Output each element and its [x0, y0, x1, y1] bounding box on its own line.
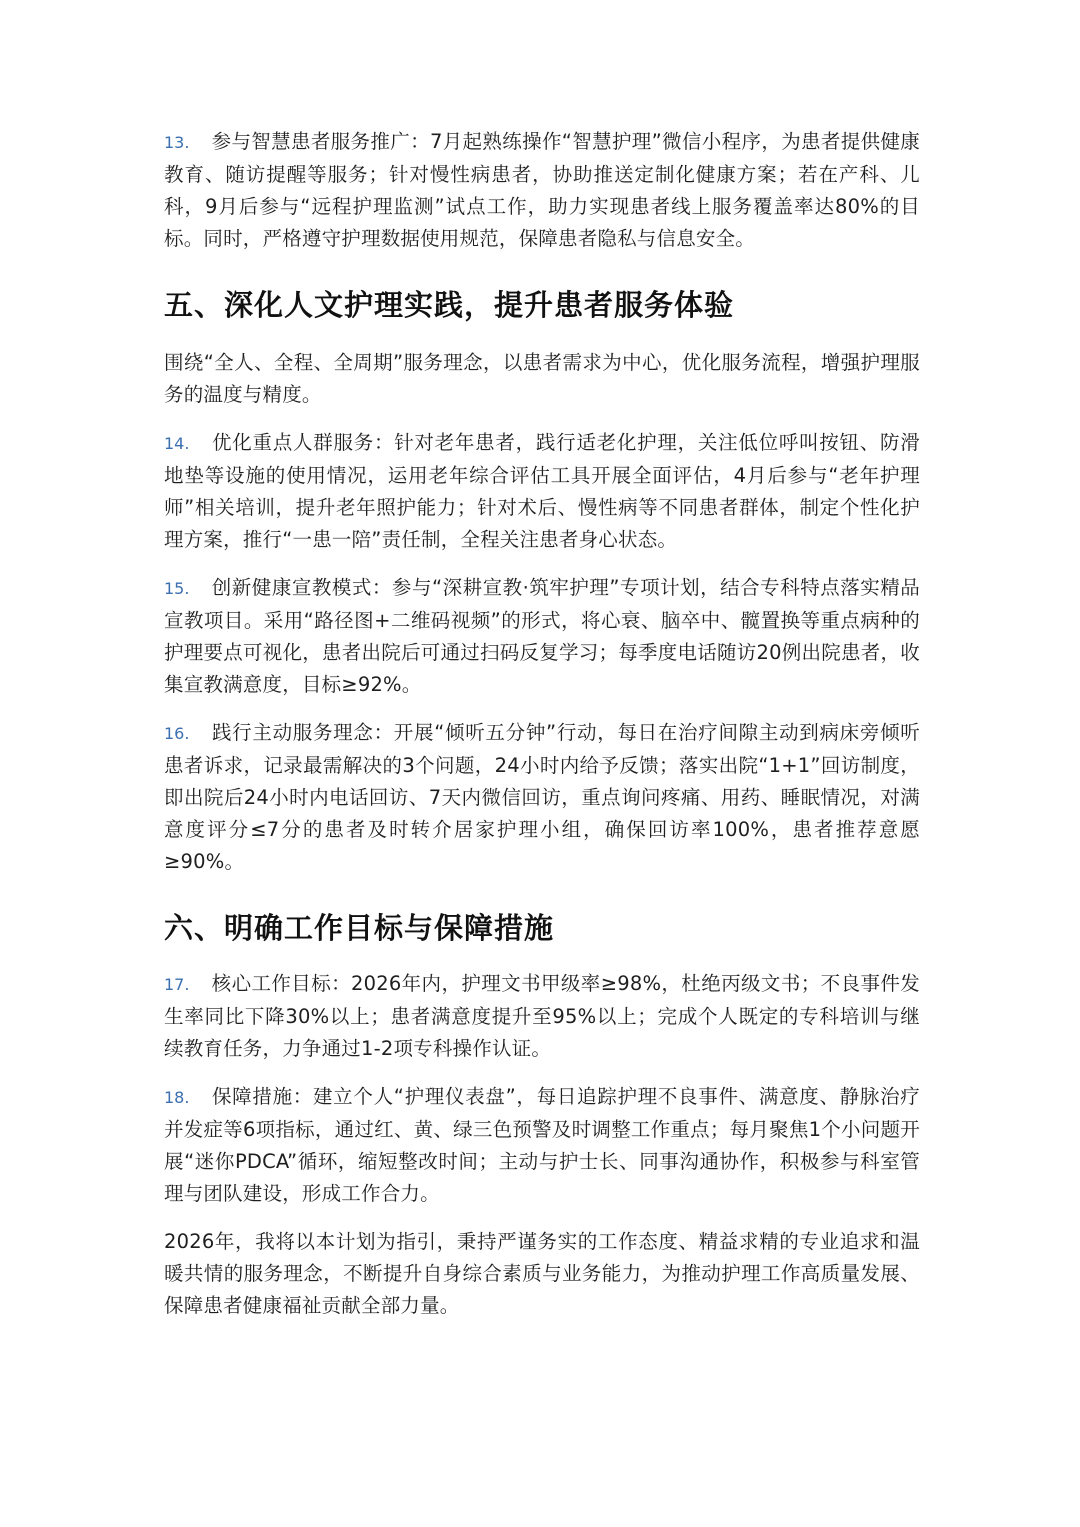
list-item-18 — [164, 1081, 920, 1210]
document-page — [164, 126, 920, 1338]
item-text: 优化重点人群服务：针对老年患者，践行适老化护理，关注低位呼叫按钮、防滑地垫等设施的使用情况，运用老年综合评估工具开展全面评估，4月后参与“老年护理师”相关培训，提升老年照护能力；针对术后、慢性病等不同患者群体，制定个性化护理方案，推行“一患一陪”责任制，全程关注患者身心状态。 — [164, 431, 920, 551]
item-text: 创新健康宣教模式：参与“深耕宣教·筑牢护理”专项计划，结合专科特点落实精品宣教项目。采用“路径图+二维码视频”的形式，将心衰、脑卒中、髋置换等重点病种的护理要点可视化，患者出院后可通过扫码反复学习；每季度电话随访20例出院患者，收集宣教满意度，目标≥92%。 — [164, 576, 920, 696]
item-number: 15. — [164, 579, 190, 598]
list-item-13 — [164, 126, 920, 255]
section-heading-5: 五、深化人文护理实践，提升患者服务体验 — [164, 288, 735, 322]
item-text: 践行主动服务理念：开展“倾听五分钟”行动，每日在治疗间隙主动到病床旁倾听患者诉求，记录最需解决的3个问题，24小时内给予反馈；落实出院“1+1”回访制度，即出院后24小时内电话回访、7天内微信回访，重点询问疼痛、用药、睡眠情况，对满意度评分≤7分的患者及时转介居家护理小组，确保回访率100%，患者推荐意愿≥90%。 — [164, 721, 920, 873]
item-number: 17. — [164, 975, 190, 994]
item-number: 16. — [164, 724, 190, 743]
item-number: 13. — [164, 133, 190, 152]
item-text: 参与智慧患者服务推广：7月起熟练操作“智慧护理”微信小程序，为患者提供健康教育、随访提醒等服务；针对慢性病患者，协助推送定制化健康方案；若在产科、儿科，9月后参与“远程护理监测”试点工作，助力实现患者线上服务覆盖率达80%的目标。同时，严格遵守护理数据使用规范，保障患者隐私与信息安全。 — [164, 130, 920, 250]
closing-paragraph: 2026年，我将以本计划为指引，秉持严谨务实的工作态度、精益求精的专业追求和温暖共情的服务理念，不断提升自身综合素质与业务能力，为推动护理工作高质量发展、保障患者健康福祉贡献全部力量。 — [164, 1230, 920, 1317]
item-number: 18. — [164, 1088, 190, 1107]
section-intro: 围绕“全人、全程、全周期”服务理念，以患者需求为中心，优化服务流程，增强护理服务的温度与精度。 — [164, 351, 920, 406]
list-item-17 — [164, 968, 920, 1065]
section-heading-6: 六、明确工作目标与保障措施 — [164, 911, 555, 945]
list-item-15 — [164, 572, 920, 701]
item-text: 核心工作目标：2026年内，护理文书甲级率≥98%，杜绝丙级文书；不良事件发生率同比下降30%以上；患者满意度提升至95%以上；完成个人既定的专科培训与继续教育任务，力争通过1-2项专科操作认证。 — [164, 972, 920, 1060]
item-number: 14. — [164, 434, 190, 453]
list-item-16 — [164, 717, 920, 878]
item-text: 保障措施：建立个人“护理仪表盘”，每日追踪护理不良事件、满意度、静脉治疗并发症等6项指标，通过红、黄、绿三色预警及时调整工作重点；每月聚焦1个小问题开展“迷你PDCA”循环，缩短整改时间；主动与护士长、同事沟通协作，积极参与科室管理与团队建设，形成工作合力。 — [164, 1085, 920, 1205]
list-item-14 — [164, 427, 920, 556]
